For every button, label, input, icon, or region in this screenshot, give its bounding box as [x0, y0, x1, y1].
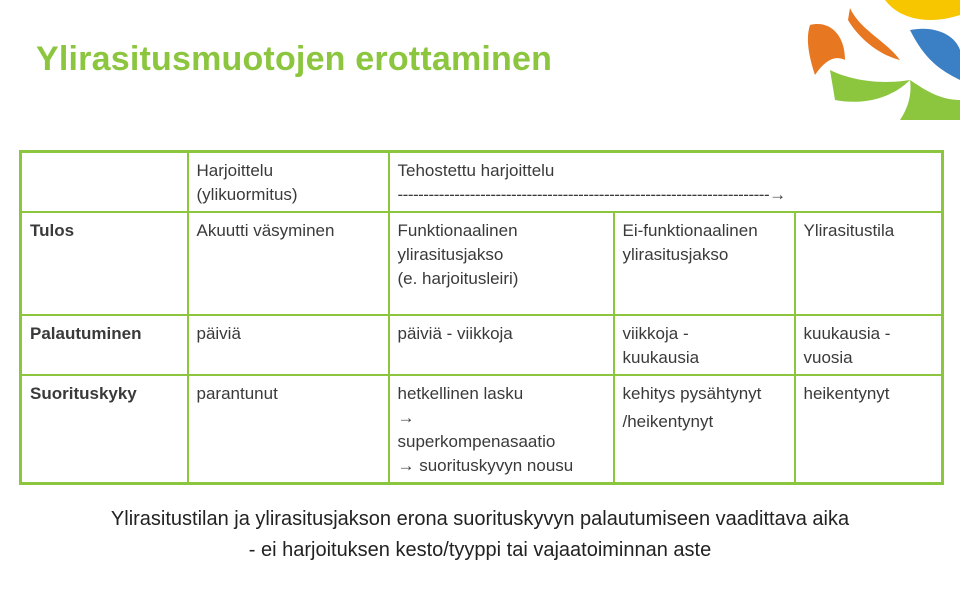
- row-label-suorituskyky: Suorituskyky: [21, 375, 188, 484]
- table-row-tulos: [21, 212, 943, 315]
- cell-tulos-3: [614, 212, 795, 315]
- cell-palautuminen-3-line1: viikkoja -: [622, 324, 689, 343]
- cell-palautuminen-4: [795, 315, 943, 375]
- cell-suorituskyky-3: [614, 375, 795, 484]
- cell-suorituskyky-3-line1: kehitys pysähtynyt: [622, 384, 762, 403]
- table-row-palautuminen: [21, 315, 943, 375]
- cell-tulos-3-line1: Ei-funktionaalinen: [622, 221, 758, 240]
- cell-suorituskyky-2-line4: → suorituskyvyn nousu: [397, 456, 574, 475]
- cell-tulos-2: [389, 212, 614, 315]
- cell-palautuminen-2: päiviä - viikkoja: [389, 315, 614, 375]
- row-label-tulos: Tulos: [21, 212, 188, 315]
- cell-tulos-2-line1: Funktionaalinen: [397, 221, 518, 240]
- colored-swoosh-logo-icon: [790, 0, 960, 120]
- cell-tulos-3-line2: ylirasitusjakso: [622, 245, 729, 264]
- cell-tulos-2-line2: ylirasitusjakso: [397, 245, 504, 264]
- cell-suorituskyky-2-line3: superkompenasaatio: [397, 432, 556, 451]
- cell-palautuminen-4-line1: kuukausia -: [803, 324, 891, 343]
- header-intensified-arrow: ------------------------------------------------------------------------→: [397, 185, 786, 204]
- footer-line-2: - ei harjoituksen kesto/tyyppi tai vajaatoiminnan aste: [248, 539, 712, 561]
- cell-palautuminen-3-line2: kuukausia: [622, 348, 700, 367]
- table-cell-header-intensified: [389, 152, 943, 213]
- cell-palautuminen-1: päiviä: [188, 315, 389, 375]
- cell-tulos-4: Ylirasitustila: [795, 212, 943, 315]
- header-intensified-label: Tehostettu harjoittelu: [397, 161, 555, 180]
- cell-tulos-2-line3: (e. harjoitusleiri): [397, 269, 519, 288]
- cell-suorituskyky-2-line1: hetkellinen lasku: [397, 384, 524, 403]
- cell-suorituskyky-1: parantunut: [188, 375, 389, 484]
- cell-palautuminen-4-line2: vuosia: [803, 348, 853, 367]
- table-row-header: [21, 152, 943, 213]
- cell-suorituskyky-2: [389, 375, 614, 484]
- table-row-suorituskyky: [21, 375, 943, 484]
- cell-suorituskyky-3-line2: /heikentynyt: [622, 412, 714, 431]
- header-training-label: Harjoittelu: [196, 161, 274, 180]
- cell-suorituskyky-4: heikentynyt: [795, 375, 943, 484]
- table-cell-empty: [21, 152, 188, 213]
- cell-suorituskyky-2-line2: →: [397, 408, 415, 427]
- table-cell-header-training: [188, 152, 389, 213]
- row-label-palautuminen: Palautuminen: [21, 315, 188, 375]
- cell-tulos-1: Akuutti väsyminen: [188, 212, 389, 315]
- footer-line-1: Ylirasitustilan ja ylirasitusjakson erona suorituskyvyn palautumiseen vaadittava aika: [110, 508, 850, 530]
- header-training-sub: (ylikuormitus): [196, 185, 298, 204]
- cell-palautuminen-3: [614, 315, 795, 375]
- page-title: Ylirasitusmuotojen erottaminen: [36, 40, 553, 78]
- comparison-table: [19, 150, 944, 485]
